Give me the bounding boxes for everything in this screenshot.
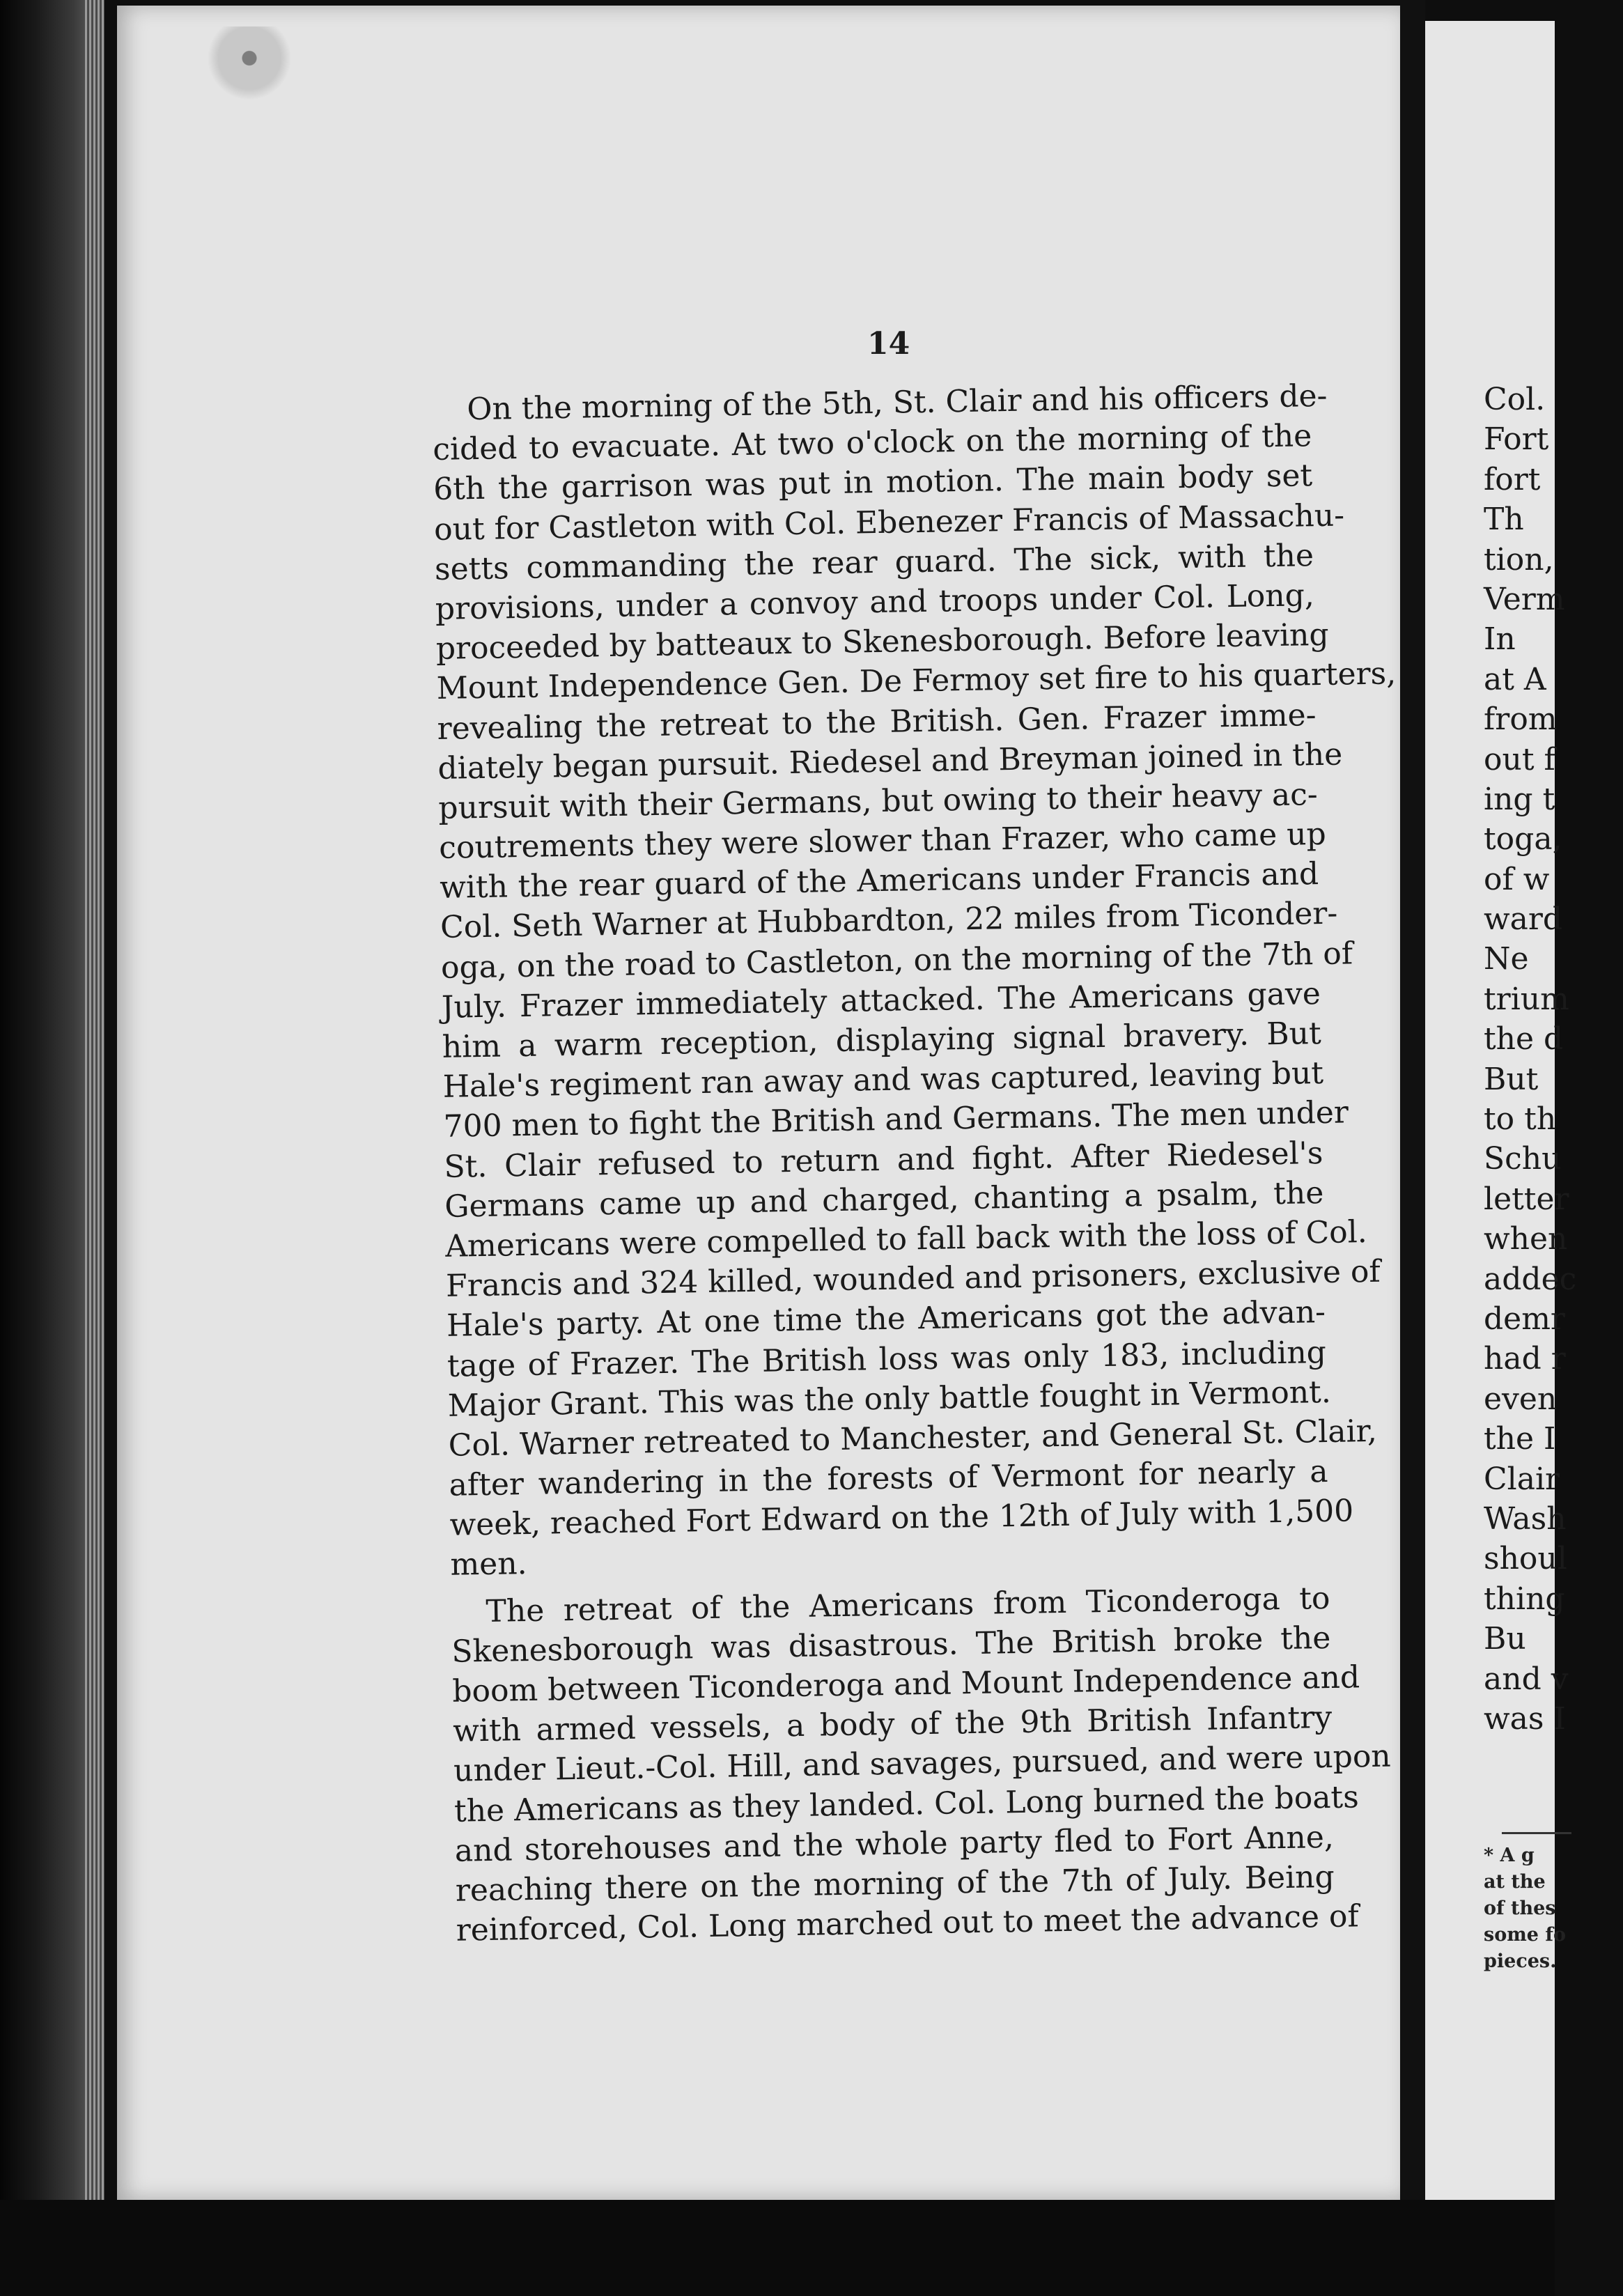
text-fragment: letter (1484, 1181, 1569, 1217)
footnote-fragment: pieces. (1484, 1950, 1557, 1972)
book-gutter (1400, 0, 1425, 2296)
text-line: July. Frazer immediately attacked. The Americans gave (441, 975, 1321, 1025)
text-fragment: Th (1484, 502, 1524, 538)
text-line: Major Grant. This was the only battle fought in Vermont. (447, 1374, 1332, 1424)
text-fragment: trium (1484, 981, 1569, 1017)
text-line: reinforced, Col. Long marched out to meet the advance of (456, 1898, 1360, 1948)
text-fragment: thing (1484, 1581, 1565, 1617)
footnote-fragment: of thes (1484, 1898, 1556, 1919)
right-page-edge (1425, 21, 1577, 2215)
text-line: after wandering in the forests of Vermont for nearly a (449, 1454, 1328, 1503)
text-fragment: ing t (1484, 781, 1555, 817)
text-line: Americans were compelled to fall back with the loss of Col. (444, 1213, 1368, 1264)
text-fragment: out f (1484, 741, 1555, 777)
text-line: provisions, under a convoy and troops under Col. Long, (435, 577, 1315, 627)
right-page-text (1484, 380, 1623, 1739)
text-fragment: of w (1484, 861, 1550, 897)
text-line: with armed vessels, a body of the 9th British Infantry (452, 1700, 1333, 1749)
text-fragment: Ne (1484, 941, 1529, 977)
text-line: 6th the garrison was put in motion. The main body set (433, 458, 1313, 508)
page-body-text (432, 376, 1397, 1950)
text-line: tage of Frazer. The British loss was only 183, including (446, 1334, 1327, 1384)
text-line: the Americans as they landed. Col. Long burned the boats (453, 1778, 1360, 1829)
text-line: reaching there on the morning of the 7th of July. Being (455, 1859, 1335, 1909)
text-line: and storehouses and the whole party fled to Fort Anne, (454, 1819, 1335, 1869)
book-spine (0, 0, 104, 2296)
text-line: Hale's party. At one time the Americans got the advan- (446, 1294, 1326, 1344)
text-line: St. Clair refused to return and fight. After Riedesel's (444, 1135, 1323, 1185)
footnote-fragment: some fo (1484, 1924, 1566, 1946)
text-line: Mount Independence Gen. De Fermoy set fire to his quarters, (436, 656, 1397, 707)
text-line: diately began pursuit. Riedesel and Breyman joined in the (437, 736, 1343, 786)
page-number: 14 (867, 326, 910, 362)
text-fragment: ward (1484, 901, 1563, 938)
text-fragment: addec (1484, 1261, 1577, 1297)
text-fragment: Verm (1484, 581, 1565, 617)
right-page-footnote (1484, 1843, 1566, 1975)
text-fragment: from (1484, 701, 1558, 738)
text-line: boom between Ticonderoga and Mount Independence and (451, 1659, 1360, 1709)
text-fragment: tion, (1484, 541, 1554, 577)
text-fragment: to th (1484, 1101, 1557, 1138)
text-line: Col. Seth Warner at Hubbardton, 22 miles from Ticonder- (440, 896, 1338, 946)
scan-background (0, 2200, 1555, 2296)
text-fragment: Fort (1484, 421, 1549, 458)
text-fragment: the I (1484, 1421, 1556, 1457)
paragraph-1 (432, 376, 1397, 1585)
text-fragment: demr (1484, 1301, 1565, 1337)
text-line: Skenesborough was disastrous. The British broke the (451, 1620, 1331, 1670)
text-fragment: at A (1484, 661, 1546, 697)
text-line: 700 men to fight the British and Germans. The men under (443, 1094, 1349, 1145)
footnote-fragment: * A g (1484, 1845, 1535, 1866)
text-fragment: had r (1484, 1341, 1566, 1377)
text-fragment: In (1484, 621, 1516, 658)
text-line: revealing the retreat to the British. Gen. Frazer imme- (437, 697, 1317, 747)
paragraph-2 (451, 1578, 1392, 1950)
text-line: coutrements they were slower than Frazer, who came up (438, 816, 1327, 866)
text-line: cided to evacuate. At two o'clock on the morning of the (432, 418, 1312, 468)
text-fragment: Bu (1484, 1621, 1526, 1657)
text-fragment: But (1484, 1061, 1539, 1097)
text-line: oga, on the road to Castleton, on the morning of the 7th of (440, 935, 1353, 986)
text-line: out for Castleton with Col. Ebenezer Francis of Massachu- (433, 497, 1345, 548)
text-fragment: Clair (1484, 1461, 1560, 1497)
text-fragment: even (1484, 1381, 1558, 1417)
text-fragment: was I (1484, 1700, 1566, 1737)
text-fragment: fort (1484, 461, 1541, 497)
text-line: pursuit with their Germans, but owing to their heavy ac- (438, 776, 1319, 826)
text-fragment: Wash (1484, 1500, 1567, 1537)
text-line: with the rear guard of the Americans under Francis and (439, 856, 1319, 906)
text-line: Germans came up and charged, chanting a psalm, the (444, 1174, 1324, 1225)
text-line: The retreat of the Americans from Ticonderoga to (486, 1580, 1330, 1629)
text-line: under Lieut.-Col. Hill, and savages, pursued, and were upon (453, 1738, 1392, 1790)
text-line: Francis and 324 killed, wounded and prisoners, exclusive of (445, 1253, 1381, 1304)
footnote-fragment: at the (1484, 1871, 1546, 1893)
text-line: On the morning of the 5th, St. Clair and his officers de- (467, 378, 1328, 428)
footnote-rule (1502, 1832, 1571, 1834)
text-fragment: Col. (1484, 382, 1546, 417)
text-line: setts commanding the rear guard. The sick, with the (434, 537, 1314, 587)
text-fragment: and v (1484, 1661, 1569, 1697)
text-fragment: the d (1484, 1021, 1564, 1057)
text-fragment: Schu (1484, 1141, 1562, 1177)
text-fragment: when (1484, 1221, 1568, 1257)
text-line: Hale's regiment ran away and was captured, leaving but (442, 1055, 1324, 1106)
text-fragment: shoul (1484, 1541, 1567, 1577)
text-line: Col. Warner retreated to Manchester, and General St. Clair, (448, 1413, 1378, 1464)
text-line: week, reached Fort Edward on the 12th of July with 1,500 (449, 1493, 1354, 1544)
text-line: him a warm reception, displaying signal bravery. But (442, 1016, 1322, 1065)
text-line: men. (450, 1546, 527, 1583)
text-fragment: toga, (1484, 821, 1562, 858)
text-line: proceeded by batteaux to Skenesborough. Before leaving (435, 616, 1329, 667)
